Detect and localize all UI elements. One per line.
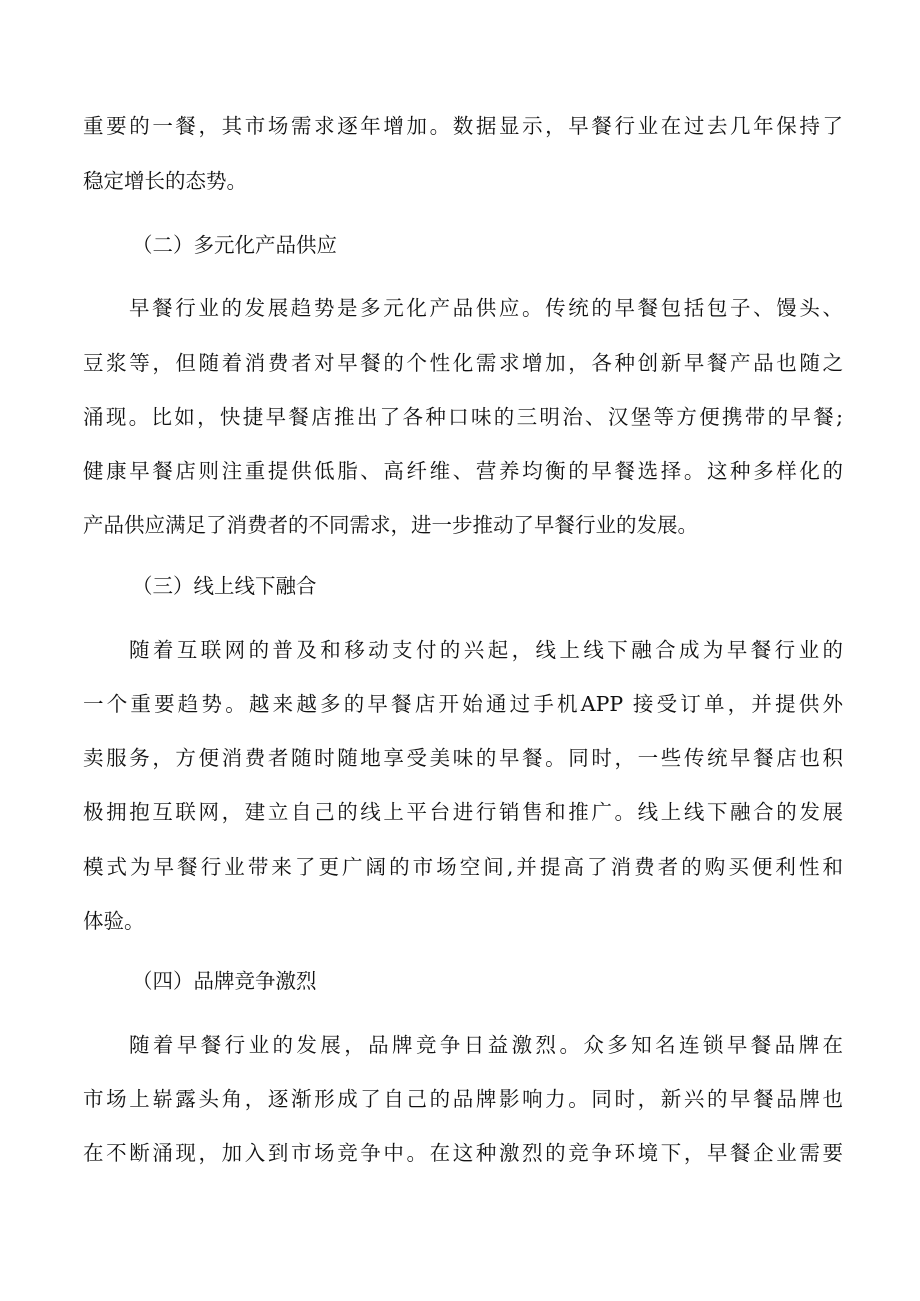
paragraph-line: 卖服务，方便消费者随时随地享受美味的早餐。同时，一些传统早餐店也积 [83,746,843,770]
paragraph-line: 模式为早餐行业带来了更广阔的市场空间,并提高了消费者的购买便利性和 [83,855,843,879]
paragraph-line: 产品供应满足了消费者的不同需求，进一步推动了早餐行业的发展。 [83,513,698,537]
paragraph-line: 重要的一餐，其市场需求逐年增加。数据显示，早餐行业在过去几年保持了 [83,114,843,138]
paragraph-line: 体验。 [83,909,145,933]
paragraph-line: 一个重要趋势。越来越多的早餐店开始通过手机APP 接受订单，并提供外 [83,692,843,716]
paragraph-line: 市场上崭露头角，逐渐形成了自己的品牌影响力。同时，新兴的早餐品牌也 [83,1087,843,1111]
paragraph-line: 极拥抱互联网，建立自己的线上平台进行销售和推广。线上线下融合的发展 [83,800,843,824]
section-heading: （四）品牌竞争激烈 [132,969,317,993]
paragraph-line: 涌现。比如，快捷早餐店推出了各种口味的三明治、汉堡等方便携带的早餐; [83,405,843,429]
paragraph-line: 随着早餐行业的发展，品牌竞争日益激烈。众多知名连锁早餐品牌在 [129,1033,843,1057]
paragraph-line: 健康早餐店则注重提供低脂、高纤维、营养均衡的早餐选择。这种多样化的 [83,459,843,483]
section-heading: （三）线上线下融合 [132,574,317,598]
paragraph-line: 在不断涌现，加入到市场竞争中。在这种激烈的竞争环境下，早餐企业需要 [83,1141,843,1165]
paragraph-line: 随着互联网的普及和移动支付的兴起，线上线下融合成为早餐行业的 [129,638,843,662]
paragraph-line: 豆浆等，但随着消费者对早餐的个性化需求增加，各种创新早餐产品也随之 [83,351,843,375]
section-heading: （二）多元化产品供应 [132,233,337,257]
paragraph-line: 早餐行业的发展趋势是多元化产品供应。传统的早餐包括包子、馒头、 [129,296,843,320]
paragraph-line: 稳定增长的态势。 [83,169,247,193]
